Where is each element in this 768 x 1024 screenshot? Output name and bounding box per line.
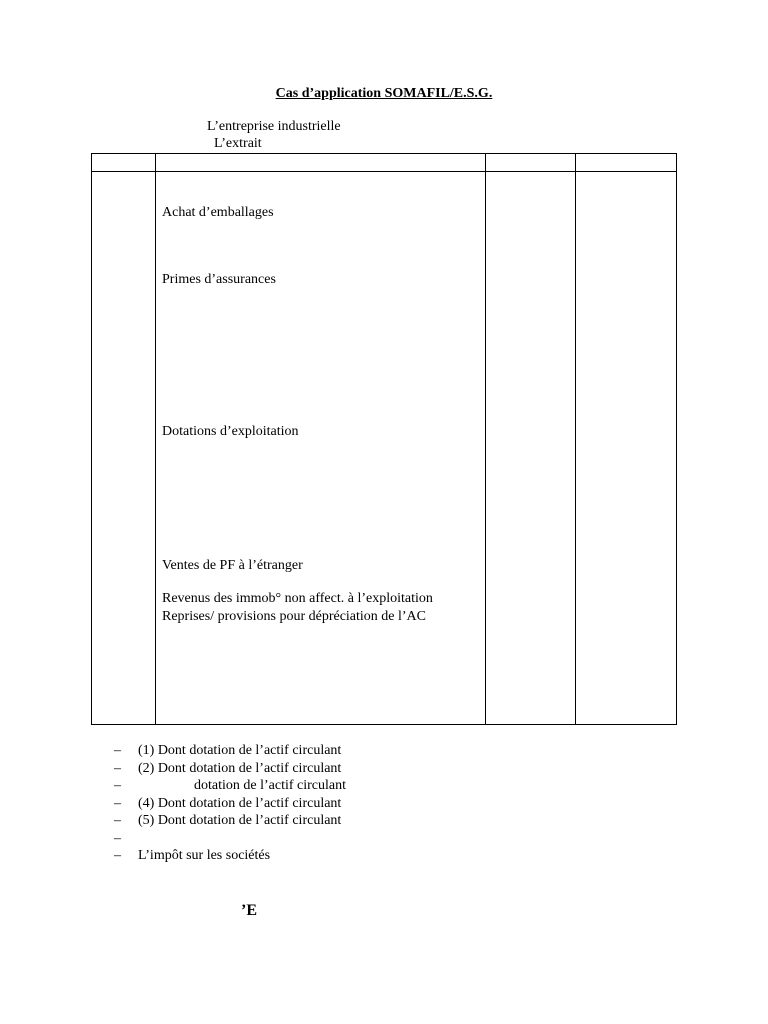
note-text: dotation de l’actif circulant (194, 778, 346, 793)
dash-bullet: – (114, 778, 121, 793)
dash-bullet: – (114, 830, 121, 846)
table-column-divider (575, 154, 576, 724)
dash-bullet: – (114, 795, 121, 811)
table-header-divider (92, 171, 676, 172)
table-column-divider (155, 154, 156, 724)
table-row-label: Ventes de PF à l’étranger (162, 558, 303, 573)
table-row-label: Revenus des immob° non affect. à l’exploitation (162, 591, 433, 606)
dash-bullet: – (114, 848, 121, 863)
footer-fragment: ’E (241, 902, 257, 919)
table-row-label: Primes d’assurances (162, 272, 276, 287)
table-column-divider (485, 154, 486, 724)
note-text: (5) Dont dotation de l’actif circulant (138, 813, 342, 828)
dash-bullet: – (114, 813, 121, 828)
subtitle-company: L’entreprise industrielle (207, 119, 341, 134)
note-text: L’impôt sur les sociétés (138, 848, 271, 863)
note-text: (1) Dont dotation de l’actif circulant (138, 743, 342, 758)
table-row-label: Reprises/ provisions pour dépréciation de l’AC (162, 609, 427, 624)
document-title: Cas d’application SOMAFIL/E.S.G. (275, 86, 493, 101)
accounts-table (91, 153, 677, 725)
subtitle-extract: L’extrait (214, 136, 262, 151)
note-text: (4) Dont dotation de l’actif circulant (138, 795, 342, 811)
dash-bullet: – (114, 743, 121, 758)
dash-bullet: – (114, 760, 121, 776)
note-text: (2) Dont dotation de l’actif circulant (138, 760, 342, 776)
table-row-label: Dotations d’exploitation (162, 424, 299, 439)
table-row-label: Achat d’emballages (162, 205, 274, 220)
